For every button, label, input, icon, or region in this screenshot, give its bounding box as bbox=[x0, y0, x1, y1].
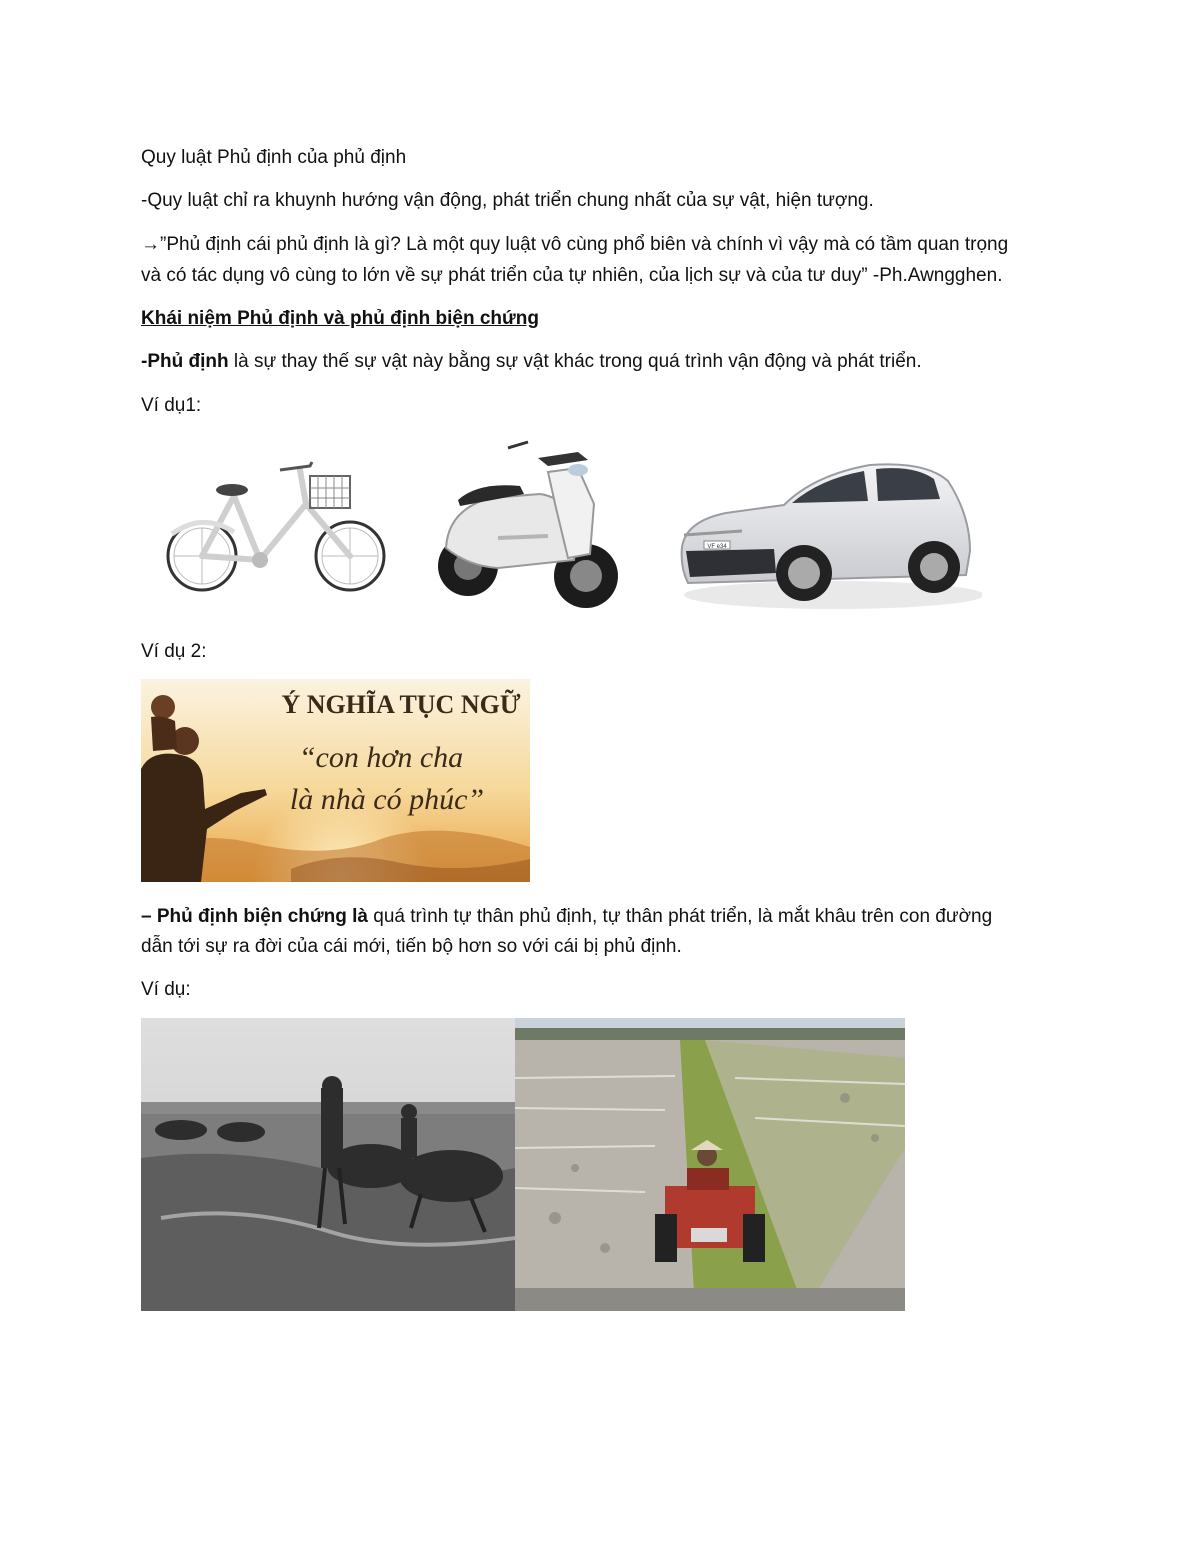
definition-dialectical-line-2: dẫn tới sự ra đời của cái mới, tiến bộ hơn so với cái bị phủ định. bbox=[141, 936, 682, 957]
banner-heading: Ý NGHĨA TỤC NGỮ bbox=[281, 690, 521, 719]
car-plate-text: VF e34 bbox=[707, 544, 727, 550]
arrow-icon: → bbox=[141, 234, 160, 255]
definition-negation bbox=[141, 350, 922, 374]
section-heading: Khái niệm Phủ định và phủ định biện chứng bbox=[141, 308, 539, 329]
bicycle-image bbox=[160, 452, 390, 602]
definition-negation-text: là sự thay thế sự vật này bằng sự vật khác trong quá trình vận động và phát triển. bbox=[228, 351, 922, 372]
document-title: Quy luật Phủ định của phủ định bbox=[141, 147, 407, 168]
example-2-label: Ví dụ 2: bbox=[141, 641, 207, 662]
quote-text-1: ”Phủ định cái phủ định là gì? Là một quy luật vô cùng phổ biên và chính vì vậy mà có tầm quan trọng bbox=[160, 234, 1009, 255]
example-1-label: Ví dụ1: bbox=[141, 395, 202, 416]
tractor-plowing-photo bbox=[515, 1018, 905, 1311]
buffalo-plowing-photo bbox=[141, 1018, 515, 1311]
definition-dialectical-line-1 bbox=[141, 905, 992, 929]
definition-dialectical-text-1: quá trình tự thân phủ định, tự thân phát triển, là mắt khâu trên con đường bbox=[368, 906, 993, 927]
term-dialectical-negation: – Phủ định biện chứng là bbox=[141, 906, 368, 927]
quote-line-1 bbox=[141, 233, 1008, 257]
proverb-banner-image bbox=[141, 679, 530, 882]
banner-quote-line-2: là nhà có phúc” bbox=[289, 783, 485, 816]
scooter-image bbox=[428, 438, 623, 613]
paragraph-law-direction: -Quy luật chỉ ra khuynh hướng vận động, phát triển chung nhất của sự vật, hiện tượng. bbox=[141, 190, 874, 211]
quote-line-2: và có tác dụng vô cùng to lớn về sự phát triển của tự nhiên, của lịch sự và của tư duy” -Ph.Awngghen. bbox=[141, 265, 1003, 286]
example-3-label: Ví dụ: bbox=[141, 979, 191, 1000]
car-image bbox=[664, 455, 982, 613]
banner-quote-line-1: “con hơn cha bbox=[298, 741, 464, 774]
term-negation: -Phủ định bbox=[141, 351, 229, 372]
